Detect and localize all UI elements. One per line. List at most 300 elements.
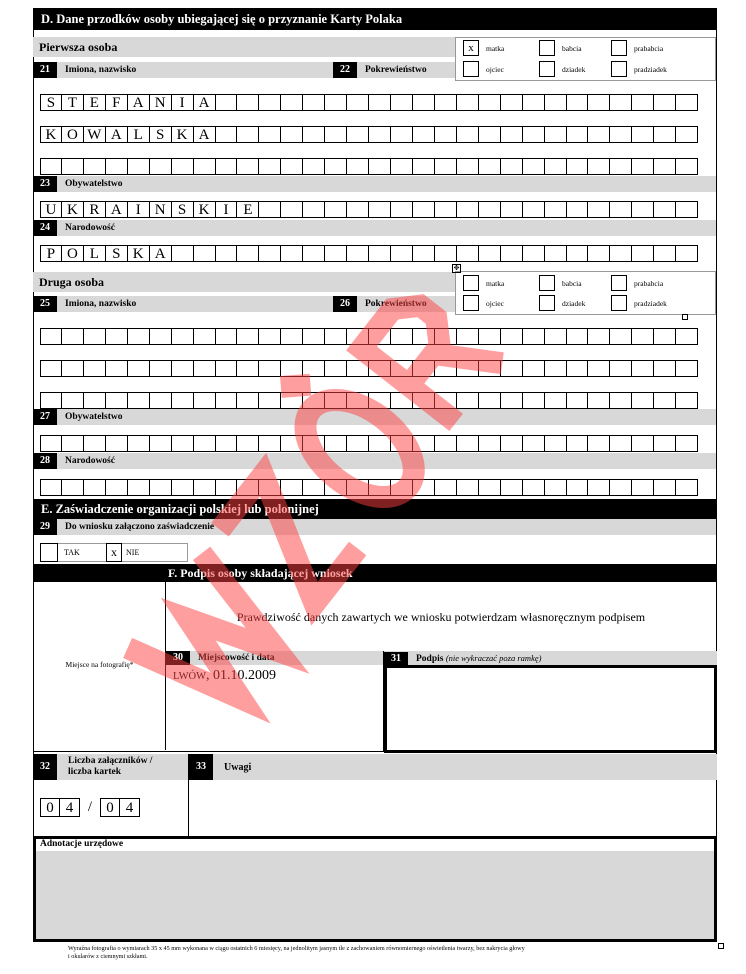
- char-cell[interactable]: [347, 94, 369, 111]
- char-cell[interactable]: [523, 479, 545, 496]
- char-cell[interactable]: [150, 479, 172, 496]
- char-cell[interactable]: [610, 94, 632, 111]
- char-cell[interactable]: [676, 328, 698, 345]
- char-cell[interactable]: [413, 201, 435, 218]
- char-cell[interactable]: [391, 360, 413, 377]
- char-cell[interactable]: [194, 245, 216, 262]
- char-cell[interactable]: [325, 360, 347, 377]
- char-cell[interactable]: [194, 479, 216, 496]
- name-row-p2-1[interactable]: [40, 328, 698, 345]
- char-cell[interactable]: P: [40, 245, 62, 262]
- char-cell[interactable]: [281, 94, 303, 111]
- name-row-p2-2[interactable]: [40, 360, 698, 377]
- char-cell[interactable]: [610, 126, 632, 143]
- char-cell[interactable]: [281, 328, 303, 345]
- char-cell[interactable]: [369, 392, 391, 409]
- char-cell[interactable]: [501, 479, 523, 496]
- char-cell[interactable]: [523, 360, 545, 377]
- char-cell[interactable]: [172, 245, 194, 262]
- char-cell[interactable]: [325, 479, 347, 496]
- char-cell[interactable]: [457, 392, 479, 409]
- char-cell[interactable]: [40, 479, 62, 496]
- checkbox-dziadek-2[interactable]: [539, 295, 555, 311]
- char-cell[interactable]: [479, 435, 501, 452]
- char-cell[interactable]: [84, 158, 106, 175]
- char-cell[interactable]: [216, 479, 238, 496]
- char-cell[interactable]: [435, 479, 457, 496]
- char-cell[interactable]: [545, 94, 567, 111]
- char-cell[interactable]: [588, 126, 610, 143]
- char-cell[interactable]: [325, 392, 347, 409]
- char-cell[interactable]: E: [84, 94, 106, 111]
- char-cell[interactable]: S: [150, 126, 172, 143]
- char-cell[interactable]: [523, 392, 545, 409]
- char-cell[interactable]: [150, 158, 172, 175]
- char-cell[interactable]: [391, 126, 413, 143]
- checkbox-nie[interactable]: x: [106, 543, 122, 562]
- char-cell[interactable]: [194, 435, 216, 452]
- char-cell[interactable]: [391, 158, 413, 175]
- char-cell[interactable]: [237, 392, 259, 409]
- char-cell[interactable]: [369, 360, 391, 377]
- char-cell[interactable]: T: [62, 94, 84, 111]
- char-cell[interactable]: A: [150, 245, 172, 262]
- char-cell[interactable]: [303, 328, 325, 345]
- char-cell[interactable]: [588, 245, 610, 262]
- char-cell[interactable]: [172, 328, 194, 345]
- char-cell[interactable]: [435, 94, 457, 111]
- char-cell[interactable]: [347, 328, 369, 345]
- char-cell[interactable]: [84, 479, 106, 496]
- char-cell[interactable]: I: [128, 201, 150, 218]
- name-row-2[interactable]: [40, 126, 698, 143]
- char-cell[interactable]: [435, 201, 457, 218]
- char-cell[interactable]: [567, 392, 589, 409]
- char-cell[interactable]: [303, 158, 325, 175]
- char-cell[interactable]: [676, 126, 698, 143]
- char-cell[interactable]: [237, 245, 259, 262]
- char-cell[interactable]: A: [106, 201, 128, 218]
- char-cell[interactable]: [523, 158, 545, 175]
- char-cell[interactable]: [391, 245, 413, 262]
- char-cell[interactable]: [457, 360, 479, 377]
- char-cell[interactable]: [567, 126, 589, 143]
- char-cell[interactable]: [150, 360, 172, 377]
- char-cell[interactable]: [172, 435, 194, 452]
- char-cell[interactable]: [676, 360, 698, 377]
- char-cell[interactable]: [523, 435, 545, 452]
- char-cell[interactable]: N: [150, 201, 172, 218]
- char-cell[interactable]: L: [128, 126, 150, 143]
- checkbox-babcia-1[interactable]: [539, 40, 555, 56]
- char-cell[interactable]: [413, 479, 435, 496]
- checkbox-ojciec-1[interactable]: [463, 61, 479, 77]
- char-cell[interactable]: [325, 126, 347, 143]
- char-cell[interactable]: [281, 126, 303, 143]
- char-cell[interactable]: [216, 435, 238, 452]
- char-cell[interactable]: [545, 126, 567, 143]
- char-cell[interactable]: [545, 245, 567, 262]
- char-cell[interactable]: [435, 360, 457, 377]
- char-cell[interactable]: [413, 435, 435, 452]
- char-cell[interactable]: [457, 158, 479, 175]
- char-cell[interactable]: [281, 392, 303, 409]
- char-cell[interactable]: [347, 158, 369, 175]
- char-cell[interactable]: U: [40, 201, 62, 218]
- char-cell[interactable]: [435, 328, 457, 345]
- char-cell[interactable]: [62, 392, 84, 409]
- char-cell[interactable]: [632, 392, 654, 409]
- char-cell[interactable]: [128, 392, 150, 409]
- char-cell[interactable]: [281, 435, 303, 452]
- char-cell[interactable]: [632, 158, 654, 175]
- char-cell[interactable]: [40, 392, 62, 409]
- char-cell[interactable]: [216, 360, 238, 377]
- char-cell[interactable]: [84, 435, 106, 452]
- char-cell[interactable]: [281, 245, 303, 262]
- char-cell[interactable]: [610, 201, 632, 218]
- checkbox-babcia-2[interactable]: [539, 275, 555, 291]
- char-cell[interactable]: [325, 245, 347, 262]
- char-cell[interactable]: [325, 94, 347, 111]
- char-cell[interactable]: [523, 94, 545, 111]
- checkbox-pradziadek-2[interactable]: [611, 295, 627, 311]
- char-cell[interactable]: I: [216, 201, 238, 218]
- char-cell[interactable]: [479, 158, 501, 175]
- char-cell[interactable]: [194, 392, 216, 409]
- citizenship-row-1[interactable]: [40, 201, 698, 218]
- char-cell[interactable]: [62, 479, 84, 496]
- char-cell[interactable]: [172, 479, 194, 496]
- char-cell[interactable]: [654, 158, 676, 175]
- char-cell[interactable]: [303, 360, 325, 377]
- char-cell[interactable]: [479, 94, 501, 111]
- char-cell[interactable]: [523, 201, 545, 218]
- char-cell[interactable]: [128, 328, 150, 345]
- char-cell[interactable]: [610, 360, 632, 377]
- char-cell[interactable]: [281, 158, 303, 175]
- checkbox-ojciec-2[interactable]: [463, 295, 479, 311]
- char-cell[interactable]: [40, 328, 62, 345]
- char-cell[interactable]: [457, 479, 479, 496]
- char-cell[interactable]: [588, 435, 610, 452]
- char-cell[interactable]: [62, 328, 84, 345]
- char-cell[interactable]: [347, 126, 369, 143]
- char-cell[interactable]: K: [128, 245, 150, 262]
- char-cell[interactable]: [62, 435, 84, 452]
- char-cell[interactable]: S: [172, 201, 194, 218]
- char-cell[interactable]: [501, 158, 523, 175]
- char-cell[interactable]: [325, 435, 347, 452]
- char-cell[interactable]: [610, 245, 632, 262]
- char-cell[interactable]: [259, 201, 281, 218]
- char-cell[interactable]: [479, 201, 501, 218]
- char-cell[interactable]: S: [106, 245, 128, 262]
- char-cell[interactable]: [501, 360, 523, 377]
- citizenship-row-2[interactable]: [40, 435, 698, 452]
- name-row-3[interactable]: [40, 158, 698, 175]
- checkbox-prababcia-2[interactable]: [611, 275, 627, 291]
- char-cell[interactable]: A: [106, 126, 128, 143]
- char-cell[interactable]: [545, 158, 567, 175]
- char-cell[interactable]: [457, 328, 479, 345]
- char-cell[interactable]: [237, 158, 259, 175]
- checkbox-pradziadek-1[interactable]: [611, 61, 627, 77]
- char-cell[interactable]: [237, 360, 259, 377]
- char-cell[interactable]: [654, 360, 676, 377]
- char-cell[interactable]: [479, 245, 501, 262]
- char-cell[interactable]: [347, 392, 369, 409]
- char-cell[interactable]: [216, 126, 238, 143]
- char-cell[interactable]: [567, 435, 589, 452]
- char-cell[interactable]: [545, 392, 567, 409]
- char-cell[interactable]: [369, 158, 391, 175]
- char-cell[interactable]: [457, 201, 479, 218]
- char-cell[interactable]: N: [150, 94, 172, 111]
- char-cell[interactable]: [501, 328, 523, 345]
- char-cell[interactable]: [325, 328, 347, 345]
- char-cell[interactable]: [654, 479, 676, 496]
- char-cell[interactable]: [106, 479, 128, 496]
- char-cell[interactable]: [588, 158, 610, 175]
- char-cell[interactable]: [62, 360, 84, 377]
- char-cell[interactable]: [106, 360, 128, 377]
- name-row-1[interactable]: [40, 94, 698, 111]
- char-cell[interactable]: [479, 328, 501, 345]
- char-cell[interactable]: [654, 435, 676, 452]
- char-cell[interactable]: [632, 245, 654, 262]
- char-cell[interactable]: [676, 392, 698, 409]
- char-cell[interactable]: [150, 435, 172, 452]
- char-cell[interactable]: [303, 479, 325, 496]
- char-cell[interactable]: [259, 479, 281, 496]
- char-cell[interactable]: [303, 126, 325, 143]
- char-cell[interactable]: [325, 158, 347, 175]
- char-cell[interactable]: [567, 328, 589, 345]
- char-cell[interactable]: K: [172, 126, 194, 143]
- char-cell[interactable]: [369, 94, 391, 111]
- char-cell[interactable]: F: [106, 94, 128, 111]
- char-cell[interactable]: [128, 158, 150, 175]
- char-cell[interactable]: [150, 392, 172, 409]
- nationality-row-1[interactable]: [40, 245, 698, 262]
- char-cell[interactable]: [237, 126, 259, 143]
- char-cell[interactable]: [567, 158, 589, 175]
- char-cell[interactable]: [610, 328, 632, 345]
- char-cell[interactable]: [128, 360, 150, 377]
- char-cell[interactable]: [259, 435, 281, 452]
- char-cell[interactable]: [391, 94, 413, 111]
- char-cell[interactable]: [259, 360, 281, 377]
- char-cell[interactable]: [369, 201, 391, 218]
- char-cell[interactable]: [40, 158, 62, 175]
- char-cell[interactable]: [347, 201, 369, 218]
- char-cell[interactable]: [435, 435, 457, 452]
- char-cell[interactable]: I: [172, 94, 194, 111]
- char-cell[interactable]: [259, 245, 281, 262]
- char-cell[interactable]: [457, 435, 479, 452]
- char-cell[interactable]: [347, 245, 369, 262]
- char-cell[interactable]: [303, 392, 325, 409]
- char-cell[interactable]: A: [194, 126, 216, 143]
- char-cell[interactable]: A: [194, 94, 216, 111]
- char-cell[interactable]: [588, 201, 610, 218]
- char-cell[interactable]: [654, 245, 676, 262]
- char-cell[interactable]: [413, 360, 435, 377]
- char-cell[interactable]: [369, 435, 391, 452]
- char-cell[interactable]: [676, 479, 698, 496]
- char-cell[interactable]: [369, 126, 391, 143]
- char-cell[interactable]: [676, 435, 698, 452]
- char-cell[interactable]: [610, 435, 632, 452]
- signature-box[interactable]: [384, 665, 717, 753]
- char-cell[interactable]: [369, 245, 391, 262]
- char-cell[interactable]: [172, 360, 194, 377]
- char-cell[interactable]: [347, 435, 369, 452]
- char-cell[interactable]: [479, 360, 501, 377]
- char-cell[interactable]: [237, 479, 259, 496]
- char-cell[interactable]: [281, 201, 303, 218]
- char-cell[interactable]: [632, 360, 654, 377]
- char-cell[interactable]: [567, 479, 589, 496]
- char-cell[interactable]: [259, 126, 281, 143]
- char-cell[interactable]: [632, 328, 654, 345]
- char-cell[interactable]: [567, 201, 589, 218]
- char-cell[interactable]: K: [194, 201, 216, 218]
- attach-digit-1[interactable]: 0: [40, 798, 60, 817]
- name-row-p2-3[interactable]: [40, 392, 698, 409]
- char-cell[interactable]: [281, 360, 303, 377]
- char-cell[interactable]: [457, 245, 479, 262]
- char-cell[interactable]: [172, 392, 194, 409]
- char-cell[interactable]: [523, 328, 545, 345]
- char-cell[interactable]: [128, 479, 150, 496]
- char-cell[interactable]: [588, 392, 610, 409]
- attach-digit-2[interactable]: 4: [60, 798, 80, 817]
- char-cell[interactable]: [567, 245, 589, 262]
- char-cell[interactable]: [194, 360, 216, 377]
- char-cell[interactable]: [435, 158, 457, 175]
- char-cell[interactable]: [545, 328, 567, 345]
- char-cell[interactable]: [545, 360, 567, 377]
- char-cell[interactable]: [545, 201, 567, 218]
- char-cell[interactable]: R: [84, 201, 106, 218]
- char-cell[interactable]: [237, 435, 259, 452]
- move-handle-icon[interactable]: ✥: [453, 264, 460, 272]
- char-cell[interactable]: [281, 479, 303, 496]
- char-cell[interactable]: [567, 94, 589, 111]
- char-cell[interactable]: O: [62, 126, 84, 143]
- char-cell[interactable]: [435, 245, 457, 262]
- char-cell[interactable]: [523, 126, 545, 143]
- char-cell[interactable]: [676, 94, 698, 111]
- char-cell[interactable]: [369, 479, 391, 496]
- char-cell[interactable]: [545, 479, 567, 496]
- char-cell[interactable]: [216, 328, 238, 345]
- checkbox-matka-1[interactable]: x: [463, 40, 479, 56]
- char-cell[interactable]: [479, 126, 501, 143]
- char-cell[interactable]: [259, 158, 281, 175]
- char-cell[interactable]: A: [128, 94, 150, 111]
- char-cell[interactable]: [303, 94, 325, 111]
- char-cell[interactable]: [259, 392, 281, 409]
- char-cell[interactable]: [588, 360, 610, 377]
- char-cell[interactable]: [588, 328, 610, 345]
- char-cell[interactable]: [632, 94, 654, 111]
- char-cell[interactable]: [610, 392, 632, 409]
- char-cell[interactable]: [259, 94, 281, 111]
- checkbox-prababcia-1[interactable]: [611, 40, 627, 56]
- char-cell[interactable]: [259, 328, 281, 345]
- char-cell[interactable]: [303, 245, 325, 262]
- char-cell[interactable]: [216, 245, 238, 262]
- char-cell[interactable]: [632, 126, 654, 143]
- char-cell[interactable]: [654, 201, 676, 218]
- char-cell[interactable]: [106, 392, 128, 409]
- char-cell[interactable]: [632, 201, 654, 218]
- char-cell[interactable]: [632, 479, 654, 496]
- char-cell[interactable]: [172, 158, 194, 175]
- char-cell[interactable]: [150, 328, 172, 345]
- char-cell[interactable]: [62, 158, 84, 175]
- char-cell[interactable]: [40, 360, 62, 377]
- sheets-digit-1[interactable]: 0: [100, 798, 120, 817]
- char-cell[interactable]: L: [84, 245, 106, 262]
- char-cell[interactable]: [632, 435, 654, 452]
- char-cell[interactable]: [303, 201, 325, 218]
- checkbox-tak[interactable]: [40, 543, 58, 562]
- attachments-input[interactable]: [40, 798, 140, 817]
- char-cell[interactable]: [237, 328, 259, 345]
- char-cell[interactable]: [654, 126, 676, 143]
- char-cell[interactable]: [523, 245, 545, 262]
- char-cell[interactable]: [413, 158, 435, 175]
- char-cell[interactable]: [106, 158, 128, 175]
- char-cell[interactable]: [391, 479, 413, 496]
- char-cell[interactable]: [545, 435, 567, 452]
- char-cell[interactable]: [413, 245, 435, 262]
- char-cell[interactable]: [413, 328, 435, 345]
- char-cell[interactable]: [194, 158, 216, 175]
- char-cell[interactable]: [391, 328, 413, 345]
- char-cell[interactable]: [567, 360, 589, 377]
- char-cell[interactable]: [413, 392, 435, 409]
- char-cell[interactable]: [391, 201, 413, 218]
- char-cell[interactable]: W: [84, 126, 106, 143]
- char-cell[interactable]: [676, 245, 698, 262]
- char-cell[interactable]: [128, 435, 150, 452]
- char-cell[interactable]: [216, 392, 238, 409]
- char-cell[interactable]: [194, 328, 216, 345]
- char-cell[interactable]: [501, 201, 523, 218]
- char-cell[interactable]: [457, 94, 479, 111]
- char-cell[interactable]: [325, 201, 347, 218]
- char-cell[interactable]: [216, 158, 238, 175]
- char-cell[interactable]: [84, 328, 106, 345]
- char-cell[interactable]: [654, 328, 676, 345]
- char-cell[interactable]: [501, 94, 523, 111]
- char-cell[interactable]: [303, 435, 325, 452]
- char-cell[interactable]: [676, 201, 698, 218]
- char-cell[interactable]: [369, 328, 391, 345]
- char-cell[interactable]: [391, 392, 413, 409]
- char-cell[interactable]: [501, 392, 523, 409]
- char-cell[interactable]: K: [62, 201, 84, 218]
- char-cell[interactable]: [610, 158, 632, 175]
- char-cell[interactable]: [479, 392, 501, 409]
- char-cell[interactable]: [237, 94, 259, 111]
- char-cell[interactable]: [610, 479, 632, 496]
